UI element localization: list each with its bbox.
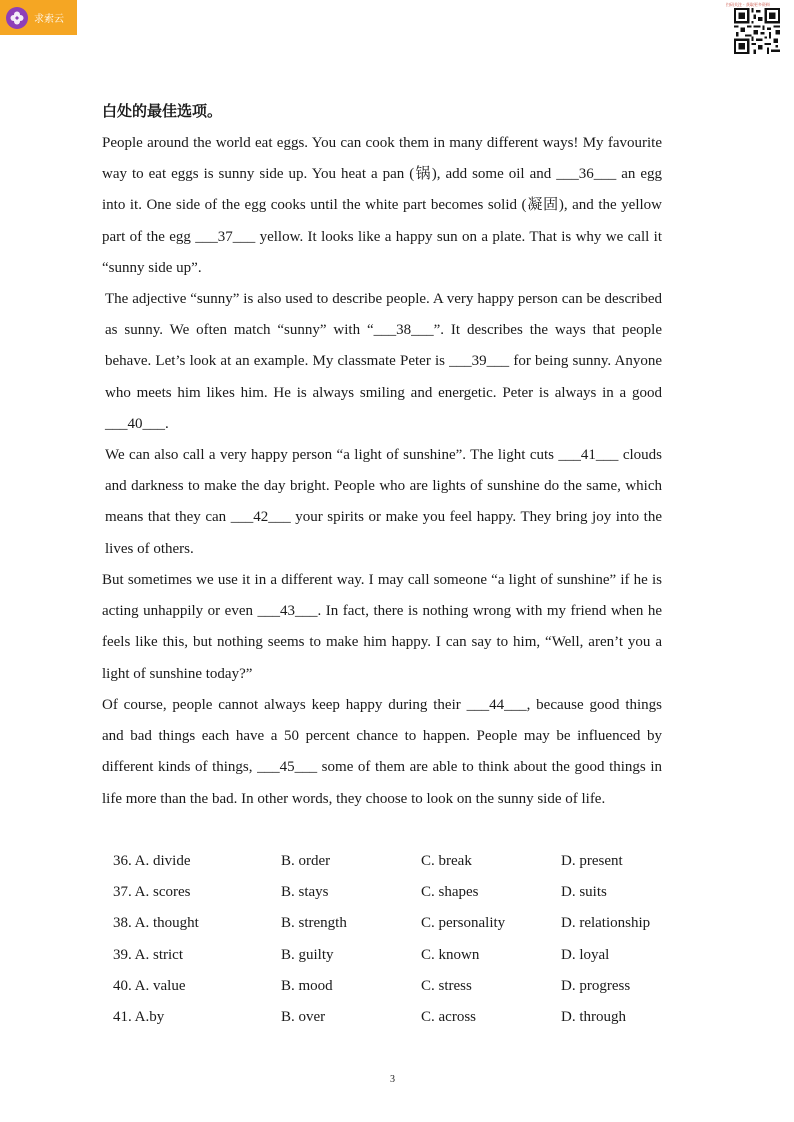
passage-paragraph-4: But sometimes we use it in a different way. I may call someone “a light of sunshine” if he is acting unhappily or even ___43___. In fact, there is nothing wrong with my friend when he feels like this, but nothing seems to make him happy. I can say to him, “Well, aren’t you a light of sunshine today?” <box>102 572 662 682</box>
option-d: D. loyal <box>561 946 610 963</box>
option-b: B. guilty <box>281 946 334 963</box>
option-c: C. personality <box>421 915 506 932</box>
option-c: C. break <box>421 853 472 870</box>
passage-paragraph-5: Of course, people cannot always keep happy during their ___44___, because good things and bad things each have a 50 percent chance to happen. People may be influenced by different kinds of things, ___45___ some of them are able to think about the good things in life more than the bad. In other words, they choose to look on the sunny side of life. <box>102 697 662 807</box>
option-b: B. stays <box>281 884 329 901</box>
option-d: D. relationship <box>561 915 651 932</box>
option-b: B. order <box>281 853 331 870</box>
option-c: C. known <box>421 946 480 963</box>
option-a: 40. A. value <box>113 977 186 994</box>
passage-paragraph-3: We can also call a very happy person “a light of sunshine”. The light cuts ___41___ clouds and darkness to make the day bright. People who are lights of sunshine do the same, which means that they can ___42___ your spirits or make you feel happy. They bring joy into the lives of others. <box>105 447 662 557</box>
option-d: D. suits <box>561 884 607 901</box>
section-instruction: 白处的最佳选项。 <box>102 102 223 120</box>
option-row-40 <box>113 971 681 1002</box>
option-b: B. strength <box>281 915 347 932</box>
option-b: B. mood <box>281 977 333 994</box>
option-a: 37. A. scores <box>113 884 191 901</box>
option-a: 41. A.by <box>113 1009 165 1026</box>
option-row-41 <box>113 1002 681 1033</box>
logo-text: 求索云 <box>34 14 64 25</box>
option-row-37 <box>113 877 681 908</box>
option-a: 36. A. divide <box>113 853 191 870</box>
brand-logo[interactable] <box>0 0 77 35</box>
option-b: B. over <box>281 1009 326 1026</box>
option-c: C. shapes <box>421 884 479 901</box>
qr-code-icon[interactable] <box>734 8 780 54</box>
option-d: D. through <box>561 1009 626 1026</box>
option-row-36 <box>113 846 681 877</box>
answer-options-table <box>113 846 681 1033</box>
option-d: D. present <box>561 853 623 870</box>
option-row-38 <box>113 908 681 939</box>
option-d: D. progress <box>561 977 631 994</box>
option-row-39 <box>113 940 681 971</box>
clover-logo-icon <box>6 7 28 29</box>
passage-paragraph-1: People around the world eat eggs. You can cook them in many different ways! My favourite way to eat eggs is sunny side up. You heat a pan (锅), add some oil and ___36___ an egg into it. One side of the egg cooks until the white part becomes solid (凝固), and the yellow part of the egg ___37___ yellow. It looks like a happy sun on a plate. That is why we call it “sunny side up”. <box>102 135 662 276</box>
option-c: C. stress <box>421 977 472 994</box>
qr-caption: 扫码关注 · 获取更多资料 <box>726 2 770 7</box>
option-c: C. across <box>421 1009 476 1026</box>
option-a: 38. A. thought <box>113 915 199 932</box>
page-number: 3 <box>390 1074 395 1085</box>
passage-paragraph-2: The adjective “sunny” is also used to describe people. A very happy person can be described as sunny. We often match “sunny” with “___38___”. It describes the ways that people behave. Let’s look at an example. My classmate Peter is ___39___ for being sunny. Anyone who meets him likes him. He is always smiling and energetic. Peter is always in a good ___40___. <box>105 291 662 432</box>
option-a: 39. A. strict <box>113 946 183 963</box>
